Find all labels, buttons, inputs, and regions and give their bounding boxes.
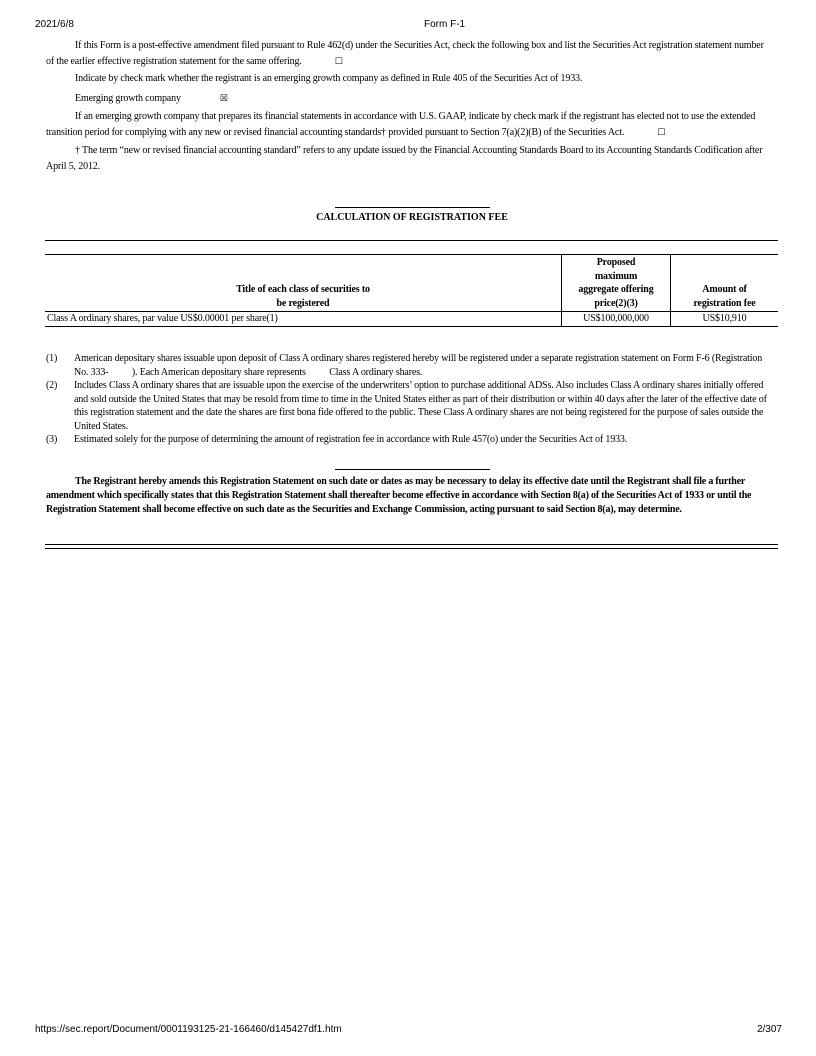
footnote [46,352,774,379]
footnote-dagger: † The term “new or revised financial accounting standard” refers to any update issued by the Financial Accounting Standards Board to its Accounting Standards Codification after April 5, 2012. [46,145,763,172]
column-header: Title of each class of securities to be registered [236,284,370,309]
print-date: 2021/6/8 [35,19,74,30]
print-title: Form F-1 [424,19,466,30]
footnotes [46,352,774,447]
fee-table [45,255,778,327]
footnote-text: Estimated solely for the purpose of determining the amount of registration fee in accordance with Rule 457(o) under the Securities Act of 1933. [74,434,628,445]
column-header: Proposed maximum aggregate offering price(2)(3) [562,255,671,312]
transition-paragraph [46,109,774,141]
egc-row [46,91,774,108]
paragraph-text: If this Form is a post-effective amendment filed pursuant to Rule 462(d) under the Securities Act, check the following box and list the Securities Act registration statement number of the earlier effective registration statement for the same offering. [46,40,764,67]
checked-checkbox[interactable]: ☒ [219,93,228,104]
footnote-number: (2) [46,380,58,391]
footnote [46,433,774,447]
unchecked-checkbox[interactable]: ☐ [334,56,343,67]
table-row [45,312,778,327]
double-rule-top [45,544,778,545]
table-cell: Class A ordinary shares, par value US$0.00001 per share(1) [47,313,278,324]
table-cell: US$100,000,000 [562,312,671,327]
divider [335,207,490,208]
fee-table-title: CALCULATION OF REGISTRATION FEE [316,212,508,223]
table-top-rule [45,240,778,241]
column-header: Amount of registration fee [671,255,779,312]
form-body [46,38,774,174]
post-effective-paragraph [46,38,774,70]
footnote-number: (1) [46,353,58,364]
paragraph-text: If an emerging growth company that prepares its financial statements in accordance with U.S. GAAP, indicate by check mark if the registrant has elected not to use the extended transition period for complying with any new or revised financial accounting standards† provided pursuant to Section 7(a)(2)(B) of the Securities Act. [46,111,756,138]
egc-question: Indicate by check mark whether the registrant is an emerging growth company as defined in Rule 405 of the Securities Act of 1933. [75,73,583,84]
double-rule-bottom [45,548,778,549]
footnote-text: Includes Class A ordinary shares that are issuable upon the exercise of the underwriters’ option to purchase additional ADSs. Also includes Class A ordinary shares initially offered and sold outside the United States that may be resold from time to time in the United States either as part of their distribution or within 40 days after the later of the effective date of this registration statement and the date the shares are first bona fide offered to the public. These Class A ordinary shares are not being registered for the purpose of sales outside the United States. [74,380,767,432]
egc-label: Emerging growth company [75,92,181,104]
footnote-number: (3) [46,434,58,445]
footnote [46,379,774,433]
footnote-text: American depositary shares issuable upon deposit of Class A ordinary shares registered hereby will be registered under a separate registration statement on Form F-6 (Registration No. 333- ). Each American depositary share represents Class A ordinary shares. [74,353,765,378]
divider [335,469,490,470]
table-header-row [45,255,778,312]
delaying-amendment: The Registrant hereby amends this Registration Statement on such date or dates as may be necessary to delay its effective date until the Registrant shall file a further amendment which specifically states that this Registration Statement shall thereafter become effective in accordance with Section 8(a) of the Securities Act of 1933 or until the Registration Statement shall become effective on such date as the Securities and Exchange Commission, acting pursuant to said Section 8(a), may determine. [46,476,752,515]
footer-url[interactable]: https://sec.report/Document/0001193125-21-166460/d145427df1.htm [35,1024,342,1035]
page-number: 2/307 [756,1024,782,1035]
table-cell: US$10,910 [671,312,779,327]
unchecked-checkbox[interactable]: ☐ [657,127,666,138]
